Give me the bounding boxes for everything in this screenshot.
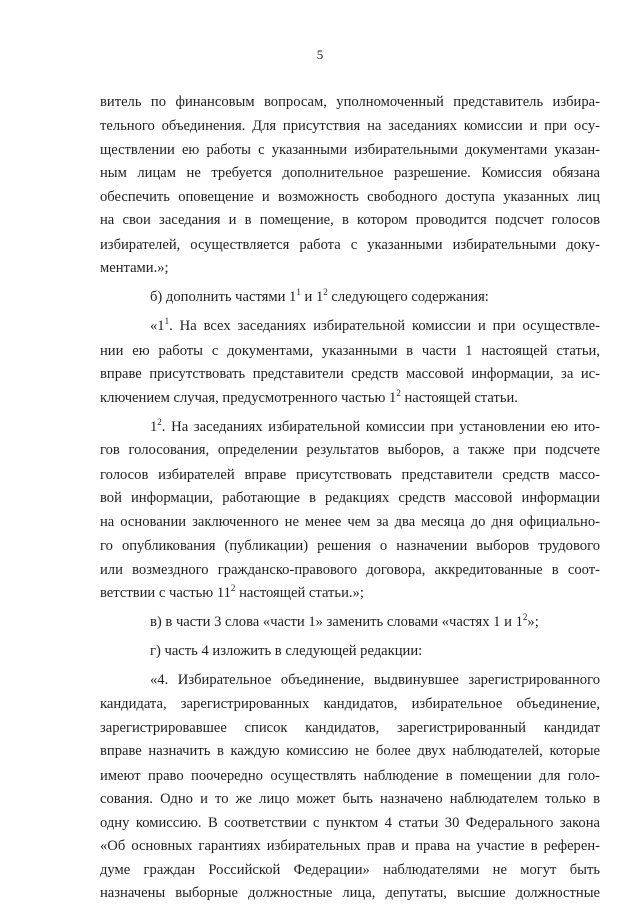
text-line: го опубликования (публикации) решения о назначении выборов трудового — [100, 537, 600, 554]
text-line: на свои заседания и в помещение, в котором проводится подсчет голосов — [100, 212, 600, 229]
text-line: думе граждан Российской Федерации» наблюдателями не могут быть — [100, 861, 600, 878]
text-line: в) в части 3 слова «части 1» заменить словами «частях 1 и $1^2$»; — [150, 612, 539, 631]
text-line: избирателей, осуществляется работа с указанными избирательными доку- — [100, 236, 600, 253]
text-line: имеют право поочередно осуществлять наблюдение в помещении для голо- — [100, 767, 600, 784]
text-line: обеспечить оповещение и возможность свободного доступа указанных лиц — [100, 189, 600, 206]
text-line: ществлении ею работы с указанными избирательными документами указан- — [100, 141, 600, 158]
text-line: ветствии с частью $11^2$ настоящей статьи.»; — [100, 583, 364, 602]
text-line: на основании заключенного не менее чем за два месяца до дня официально- — [100, 514, 600, 531]
text-line: «$1^1$. На всех заседаниях избирательной комиссии и при осуществле- — [150, 316, 600, 335]
text-line: гов голосования, определении результатов выборов, а также при подсчете — [100, 442, 600, 459]
text-line: зарегистрировавшее список кандидатов, зарегистрированный кандидат — [100, 720, 600, 736]
text-line: г) часть 4 изложить в следующей редакции: — [150, 643, 423, 660]
text-line: назначены выборные должностные лица, депутаты, высшие должностные — [100, 885, 600, 901]
text-line: витель по финансовым вопросам, уполномоченный представитель избира- — [100, 94, 600, 110]
text-line: ным лицам не требуется дополнительное разрешение. Комиссия обязана — [100, 164, 600, 181]
text-line: нии ею работы с документами, указанными в части 1 настоящей статьи, — [100, 342, 600, 359]
text-line: ментами.»; — [100, 260, 169, 276]
text-line: вой информации, работающие в редакциях средств массовой информации — [100, 490, 600, 506]
text-line: вправе назначить в каждую комиссию не более двух наблюдателей, которые — [100, 743, 600, 760]
text-line: «Об основных гарантиях избирательных прав и права на участие в референ- — [100, 838, 600, 855]
text-line: кандидата, зарегистрированных кандидатов, избирательное объединение, — [100, 695, 600, 712]
text-line: «4. Избирательное объединение, выдвинувшее зарегистрированного — [150, 672, 600, 689]
text-line: ключением случая, предусмотренного частью $1^2$ настоящей статьи. — [100, 388, 518, 406]
text-line: или возмездного гражданско-правового договора, аккредитованные в соот- — [100, 561, 600, 578]
text-line: б) дополнить частями $1^1$ и $1^2$ следующего содержания: — [150, 287, 489, 306]
text-line: голосов избирателей вправе присутствовать представители средств массо- — [100, 466, 600, 483]
page-number: 5 — [316, 47, 324, 62]
text-line: тельного объединения. Для присутствия на заседаниях комиссии и при осу- — [100, 118, 600, 135]
text-line: сования. Одно и то же лицо может быть назначено наблюдателем только в — [100, 790, 600, 807]
text-line: $1^2$. На заседаниях избирательной комиссии при установлении ею ито- — [150, 417, 600, 436]
text-line: вправе присутствовать представители средств массовой информации, за ис- — [100, 365, 600, 382]
text-line: одну комиссию. В соответствии с пунктом 4 статьи 30 Федерального закона — [100, 815, 600, 832]
